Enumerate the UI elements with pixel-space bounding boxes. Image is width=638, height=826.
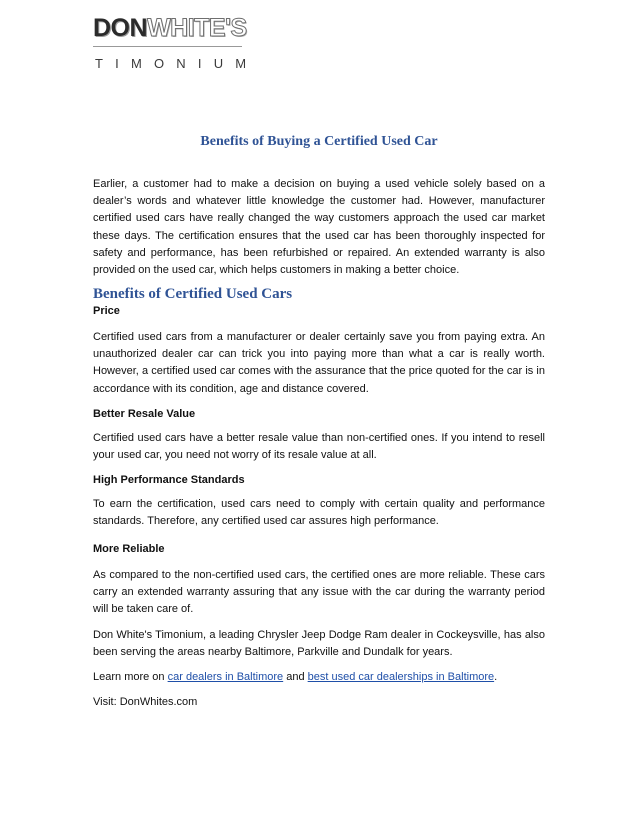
logo-brand-light: WHITE'S: [147, 14, 247, 42]
dealer-paragraph: Don White's Timonium, a leading Chrysler Jeep Dodge Ram dealer in Cockeysville, has also been serving the areas nearby Baltimore, Parkville and Dundalk for years.: [93, 629, 545, 659]
learn-more-prefix: Learn more on: [93, 671, 168, 683]
logo-brand-dark: DON: [93, 14, 148, 42]
document-title: Benefits of Buying a Certified Used Car: [200, 134, 438, 149]
section-heading: Benefits of Certified Used Cars: [93, 286, 293, 302]
paragraph-resale-value: Certified used cars have a better resale value than non-certified ones. If you intend to resell your used car, you need not worry of its resale value at all.: [93, 432, 545, 462]
paragraph-reliable: As compared to the non-certified used cars, the certified ones are more reliable. These cars carry an extended warranty assuring that any issue with the car during the warranty period will be taken care of.: [93, 569, 545, 616]
subheading-performance: High Performance Standards: [93, 474, 245, 486]
subheading-reliable: More Reliable: [93, 543, 165, 555]
learn-more-middle: and: [283, 671, 308, 683]
learn-more-suffix: .: [494, 671, 498, 683]
learn-more-paragraph: [93, 669, 545, 686]
intro-paragraph: Earlier, a customer had to make a decision on buying a used vehicle solely based on a dealer’s words and whatever little knowledge the customer had. However, manufacturer certified used cars have really changed the way customers approach the used car market these days. The certification ensures that the used car has been thoroughly inspected for safety and performance, has been refurbished or repaired. An extended warranty is also provided on the used car, which helps customers in making a better choice.: [93, 178, 545, 277]
car-dealers-baltimore-link[interactable]: car dealers in Baltimore: [167, 671, 284, 683]
paragraph-performance: To earn the certification, used cars need to comply with certain quality and performance standards. Therefore, any certified used car assures high performance.: [93, 498, 545, 528]
subheading-resale-value: Better Resale Value: [93, 408, 196, 420]
subheading-price: Price: [93, 305, 120, 317]
logo-divider: [93, 46, 242, 47]
used-car-dealerships-baltimore-link[interactable]: best used car dealerships in Baltimore: [307, 671, 495, 683]
logo-wordmark: [93, 14, 247, 42]
visit-line: Visit: DonWhites.com: [93, 696, 198, 708]
logo-location: TIMONIUM: [95, 56, 259, 71]
paragraph-price: Certified used cars from a manufacturer or dealer certainly save you from paying extra. An unauthorized dealer car can trick you into paying more than what a car is really worth. However, a certified used car comes with the assurance that the price quoted for the car is in accordance with its condition, age and distance covered.: [93, 331, 545, 395]
dealer-logo: [93, 14, 259, 71]
